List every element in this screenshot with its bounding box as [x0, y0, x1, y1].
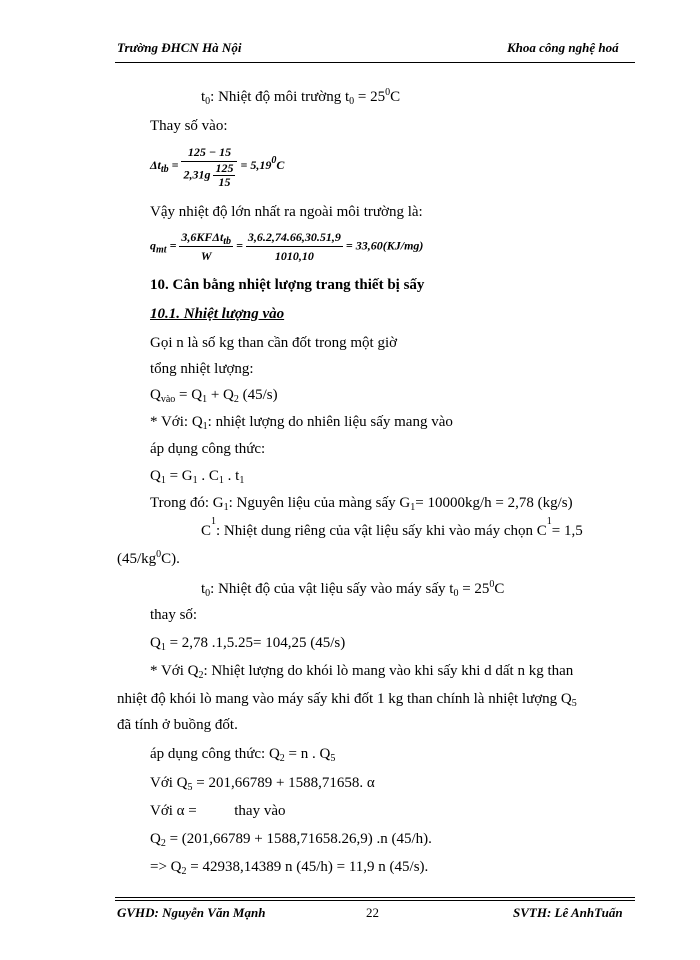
t0-environment-line: $t_0$: Nhiệt độ môi trường $t_0 = 25^0C$ [201, 87, 401, 107]
q1-value: $Q_1 = 2,78$ .1,5.25= 104,25 (45/s) [150, 635, 346, 653]
section-10-1-heading: 10.1. Nhiệt lượng vào [150, 306, 285, 322]
footer-rule-bottom [115, 900, 635, 901]
q2-formula: áp dụng công thức: $Q_2 = n$ . $Q_5$ [150, 746, 336, 764]
flue-gas-line: nhiệt độ khói lò mang vào máy sấy khi đốt 1 kg than chính là nhiệt lượng $Q_5$ [117, 691, 577, 709]
total-heat-label: tổng nhiệt lượng: [150, 361, 254, 377]
footer-rule-top [115, 897, 635, 898]
equation-q-mt: $q_{mt}$ = $\frac{3,6KF\Delta t_{tb}}{W}$ = $\frac{3,6.2,74.66,30.51,9}{1010,10}$ = 33,60(KJ/mg) [150, 230, 424, 263]
q2-definition: * Với $Q_2$: Nhiệt lượng do khói lò mang vào khi sấy khi d dất n kg than [150, 663, 574, 681]
header-faculty: Khoa công nghệ hoá [507, 40, 619, 55]
eq1-fraction: 125 − 15 2,31g $\frac{125}{15}$ [181, 143, 237, 189]
footer-supervisor: GVHD: Nguyễn Văn Mạnh [117, 905, 266, 920]
c1-definition: C 1 : Nhiệt dung riêng của vật liệu sấy khi vào máy chọn C 1 = 1,5 [201, 516, 583, 539]
q-in-formula: $Q_{vào} = Q_1 + Q_2$ (45/s) [150, 387, 278, 405]
t0-material-line: $t_0$: Nhiệt độ của vật liệu sấy vào máy sấy $t_0 = 25^0C$ [201, 579, 505, 599]
alpha-line: Với α = thay vào [150, 803, 286, 819]
header-rule [115, 62, 635, 63]
equation-delta-t: $\Delta t_{tb}$ = 125 − 15 2,31g $\frac{125}{15}$ = $5,19^0C$ [150, 145, 285, 189]
footer-student: SVTH: Lê AnhTuấn [513, 905, 623, 920]
g1-definition: Trong đó: $G_1$: Nguyên liệu của màng sấy $G_1= 10000kg/h = 2,78$ (kg/s) [150, 495, 573, 513]
q1-definition: * Với: $Q_1$: nhiệt lượng do nhiên liệu sấy mang vào [150, 414, 453, 432]
header-school: Trường ĐHCN Hà Nội [117, 40, 242, 55]
substitute-label-2: thay số: [150, 607, 198, 623]
substitute-label: Thay số vào: [150, 118, 228, 134]
c1-unit: $(45/kg^0C)$. [117, 549, 180, 567]
define-n-line: Gọi n là số kg than cần đốt trong một giờ [150, 335, 398, 351]
apply-formula-label: áp dụng công thức: [150, 441, 266, 457]
section-10-heading: 10. Cân bằng nhiệt lượng trang thiết bị sấy [150, 277, 425, 293]
q1-formula: $Q_1 = G_1$ . $C_1$ . $t_1$ [150, 468, 245, 486]
page-number: 22 [366, 905, 379, 920]
computed-in-furnace: đã tính ở buồng đốt. [117, 717, 238, 733]
q2-final: => $Q_2 = 42938,14389$ n (45/h) = 11,9 n (45/s). [150, 859, 429, 877]
q2-substituted: $Q_2 = (201,66789 + 1588,71658.26,9)$ .n (45/h). [150, 831, 432, 849]
max-temperature-statement: Vậy nhiệt độ lớn nhất ra ngoài môi trường là: [150, 204, 423, 220]
q5-formula: Với $Q_5 = 201,66789 + 1588,71658$. α [150, 775, 375, 793]
